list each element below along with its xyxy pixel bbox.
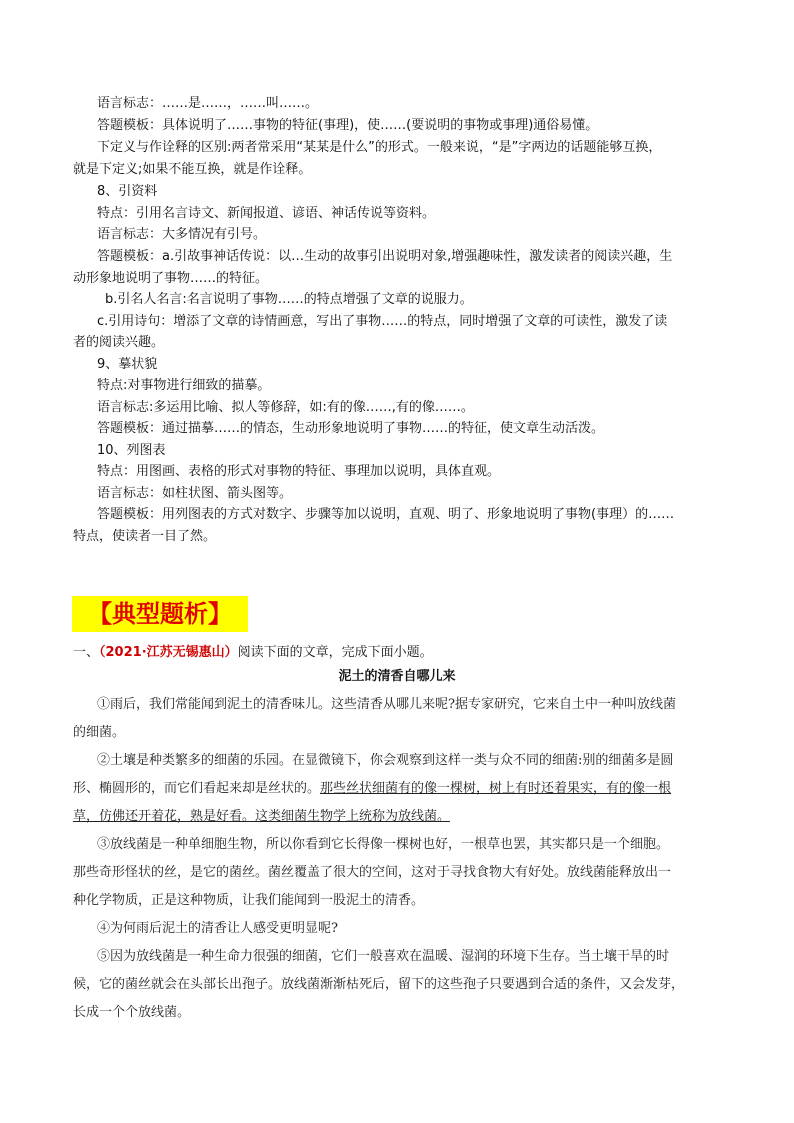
article-title: 泥土的清香自哪儿来	[338, 669, 456, 684]
article-line: ④为何雨后泥土的清香让人感受更明显呢?	[97, 921, 338, 936]
question-line	[73, 644, 433, 662]
article-line: ③放线菌是一种单细胞生物，所以你看到它长得像一棵树也好，一根草也罢，其实都只是一个细胞。	[97, 837, 670, 852]
text-line: 答题模板：具体说明了……事物的特征(事理)，使……(要说明的事物或事理)通俗易懂。	[97, 118, 599, 133]
text-line: b.引名人名言:名言说明了事物……的特点增强了文章的说服力。	[105, 292, 473, 307]
text-line: 语言标志:多运用比喻、拟人等修辞，如:有的像……,有的像……。	[97, 400, 474, 415]
text-line: 特点：引用名言诗文、新闻报道、谚语、神话传说等资料。	[97, 206, 436, 221]
text-line: 答题模板：a.引故事神话传说：以…生动的故事引出说明对象,增强趣味性，激发读者的阅读兴趣，生	[97, 249, 673, 264]
text-line: 就是下定义;如果不能互换，就是作诠释。	[73, 162, 312, 177]
article-line: ①雨后，我们常能闻到泥土的清香味儿。这些清香从哪儿来呢?据专家研究，它来自土中一种叫放线菌	[97, 697, 676, 712]
article-line: ⑤因为放线菌是一种生命力很强的细菌，它们一般喜欢在温暖、湿润的环境下生存。当土壤干旱的时	[97, 949, 670, 964]
question-instruction: 阅读下面的文章，完成下面小题。	[237, 645, 433, 660]
text-line: 语言标志：大多情况有引号。	[97, 227, 267, 242]
section-heading: 10、列图表	[97, 443, 166, 458]
article-line: 那些奇形怪状的丝，是它的菌丝。菌丝覆盖了很大的空间，这对于寻找食物大有好处。放线菌能释放出一	[73, 865, 672, 880]
underlined-text: 草，仿佛还开着花，熟是好看。这类细菌生物学上统称为放线菌。	[73, 809, 451, 824]
text-line: 答题模板：通过描摹……的情态，生动形象地说明了事物……的特征，使文章生动活泼。	[97, 421, 605, 436]
article-line: 长成一个个放线菌。	[73, 1005, 191, 1020]
text-line: 语言标志：……是……，……叫……。	[97, 96, 319, 111]
text-line: 特点:对事物进行细致的描摹。	[97, 378, 271, 393]
question-source: （2021·江苏无锡惠山）	[99, 645, 238, 660]
article-text: 形、椭圆形的，而它们看起来却是丝状的。	[73, 781, 321, 796]
article-line: 候，它的菌丝就会在头部长出孢子。放线菌渐渐枯死后，留下的这些孢子只要遇到合适的条件，又会发芽，	[73, 977, 685, 992]
text-line: 者的阅读兴趣。	[73, 335, 165, 350]
article-line: 的细菌。	[73, 725, 126, 740]
text-line: 答题模板：用列图表的方式对数字、步骤等加以说明，直观、明了、形象地说明了事物(事理）的……	[97, 507, 675, 522]
section-banner: 【典型题析】	[72, 596, 248, 632]
text-line: 下定义与作诠释的区别:两者常采用“某某是什么”的形式。一般来说，“是”字两边的话题能够互换，	[97, 140, 662, 155]
text-line: 动形象地说明了事物……的特征。	[73, 271, 269, 286]
section-heading: 9、摹状貌	[97, 357, 158, 372]
text-line: 语言标志：如柱状图、箭头图等。	[97, 486, 293, 501]
article-line	[73, 780, 671, 798]
question-number: 一、	[73, 645, 100, 660]
article-line: 种化学物质，正是这种物质，让我们能闻到一股泥土的清香。	[73, 893, 425, 908]
section-heading: 8、引资料	[97, 184, 158, 199]
underlined-text: 那些丝状细菌有的像一棵树，树上有时还着果实，有的像一根	[320, 781, 672, 796]
article-line: ②土壤是种类繁多的细菌的乐园。在显微镜下，你会观察到这样一类与众不同的细菌:别的细菌多是圆	[97, 753, 674, 768]
text-line: c.引用诗句：增添了文章的诗情画意，写出了事物……的特点，同时增强了文章的可读性，激发了读	[97, 314, 668, 329]
text-line: 特点：用图画、表格的形式对事物的特征、事理加以说明，具体直观。	[97, 464, 501, 479]
text-line: 特点，使读者一目了然。	[73, 529, 217, 544]
